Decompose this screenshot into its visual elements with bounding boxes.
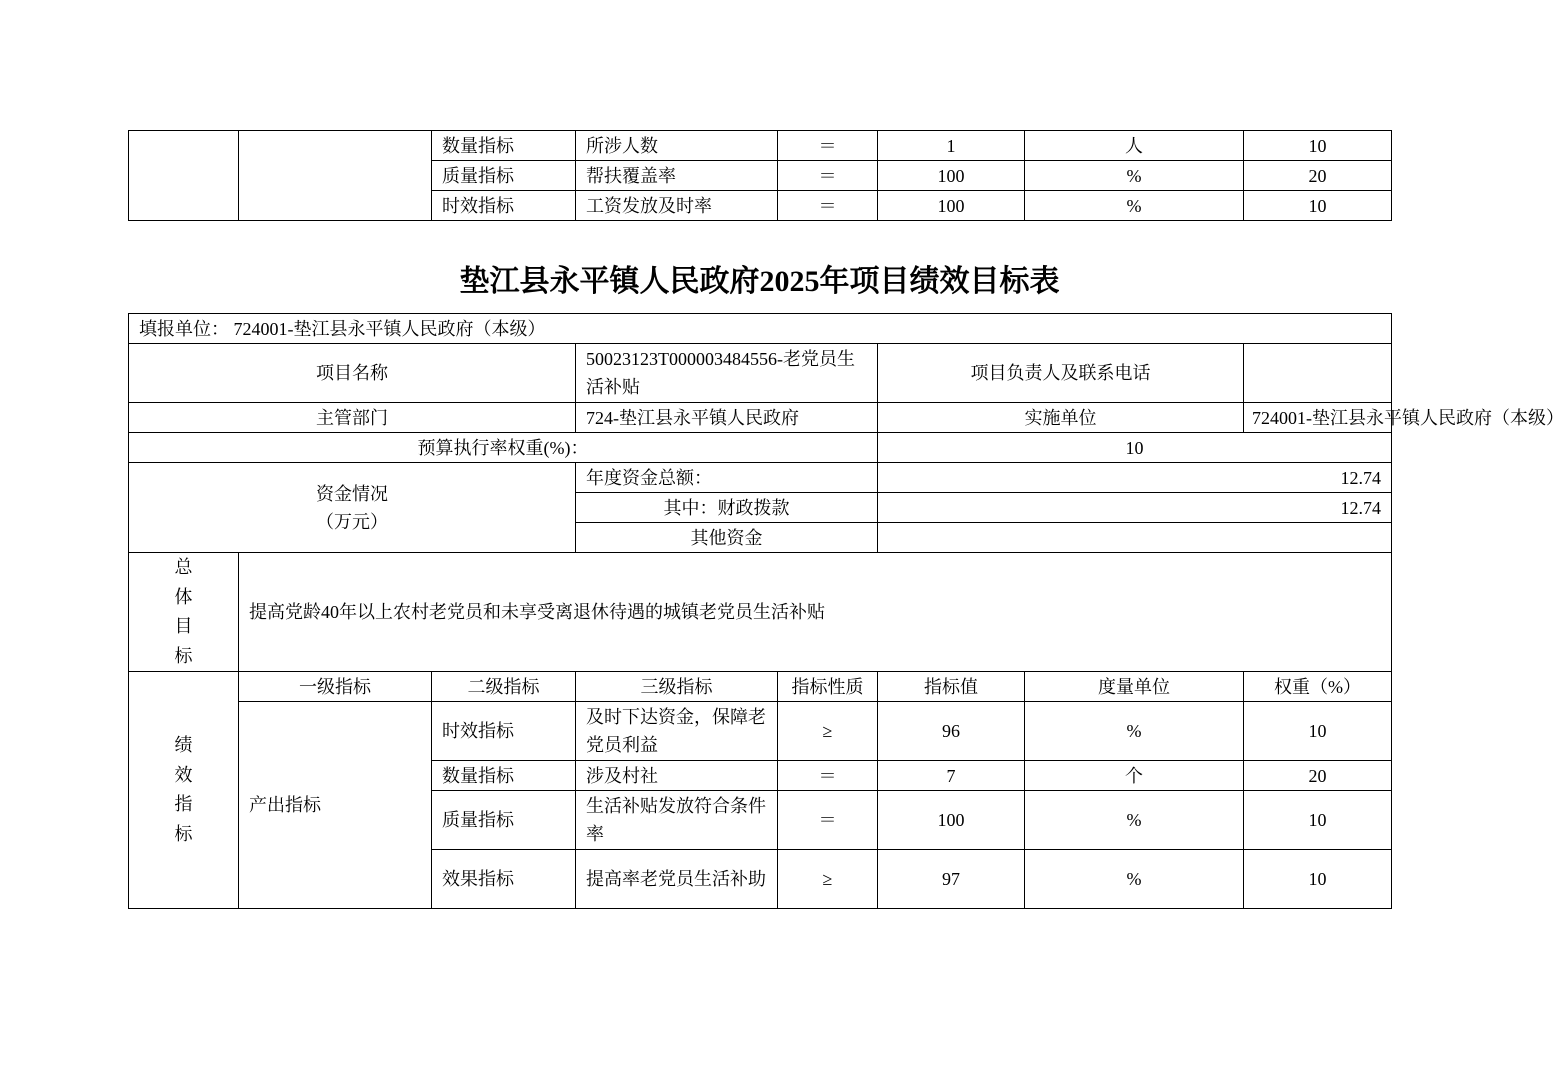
funds-total-value: 12.74 — [878, 463, 1392, 493]
weight-cell: 10 — [1244, 702, 1392, 761]
value-cell: 100 — [878, 191, 1025, 221]
goal-text: 提高党龄40年以上农村老党员和未享受离退休待遇的城镇老党员生活补贴 — [239, 553, 1392, 672]
column-header: 一级指标 — [239, 672, 432, 702]
value-cell: 97 — [878, 850, 1025, 909]
value-cell: 96 — [878, 702, 1025, 761]
funds-label-line2: （万元） — [316, 511, 388, 532]
table-row — [129, 403, 1392, 433]
indicator-label — [129, 672, 239, 909]
performance-target-table — [128, 313, 1564, 909]
column-header: 三级指标 — [576, 672, 778, 702]
nature-cell: ≥ — [778, 702, 878, 761]
nature-cell: ≥ — [778, 850, 878, 909]
column-header: 指标性质 — [778, 672, 878, 702]
indicator-label-char: 绩 — [174, 735, 193, 755]
nature-cell: ＝ — [778, 761, 878, 791]
funds-other-value — [878, 523, 1392, 553]
unit-cell: % — [1025, 161, 1244, 191]
level2-cell: 质量指标 — [432, 791, 576, 850]
table-row — [129, 433, 1392, 463]
impl-label: 实施单位 — [878, 403, 1244, 433]
weight-cell: 10 — [1244, 191, 1392, 221]
goal-label-char: 总 — [174, 557, 193, 577]
unit-cell: 人 — [1025, 131, 1244, 161]
weight-cell: 10 — [1244, 850, 1392, 909]
level3-cell: 工资发放及时率 — [576, 191, 778, 221]
level2-cell: 时效指标 — [432, 191, 576, 221]
goal-label-char: 目 — [174, 616, 193, 636]
nature-cell: ＝ — [778, 161, 878, 191]
table-row — [129, 553, 1392, 672]
weight-cell: 20 — [1244, 761, 1392, 791]
column-header: 度量单位 — [1025, 672, 1244, 702]
funds-other-label: 其他资金 — [576, 523, 878, 553]
page-title: 垫江县永平镇人民政府2025年项目绩效目标表 — [459, 265, 1060, 298]
indicator-label-char: 标 — [174, 823, 193, 844]
column-header: 指标值 — [878, 672, 1025, 702]
unit-cell: % — [1025, 191, 1244, 221]
weight-cell: 20 — [1244, 161, 1392, 191]
table-row — [129, 702, 1392, 761]
goal-label-char: 标 — [174, 645, 193, 666]
value-cell: 1 — [878, 131, 1025, 161]
impl-value: 724001-垫江县永平镇人民政府（本级） — [1244, 403, 1392, 433]
project-name-label: 项目名称 — [129, 344, 576, 403]
unit-cell: % — [1025, 791, 1244, 850]
level3-cell: 涉及村社 — [576, 761, 778, 791]
table-row — [129, 344, 1392, 403]
nature-cell: ＝ — [778, 791, 878, 850]
dept-label: 主管部门 — [129, 403, 576, 433]
level2-cell: 效果指标 — [432, 850, 576, 909]
owner-value — [1244, 344, 1392, 403]
value-cell: 7 — [878, 761, 1025, 791]
level3-cell: 帮扶覆盖率 — [576, 161, 778, 191]
funds-fiscal-label: 其中：财政拨款 — [576, 493, 878, 523]
continued-indicator-table — [128, 130, 1392, 221]
column-header: 权重（%） — [1244, 672, 1392, 702]
level3-cell: 及时下达资金，保障老党员利益 — [576, 702, 778, 761]
nature-cell: ＝ — [778, 191, 878, 221]
nature-cell: ＝ — [778, 131, 878, 161]
level3-cell: 提高率老党员生活补助 — [576, 850, 778, 909]
level2-cell: 时效指标 — [432, 702, 576, 761]
funds-label — [129, 463, 576, 553]
column-header: 二级指标 — [432, 672, 576, 702]
table-row — [129, 463, 1392, 493]
owner-label: 项目负责人及联系电话 — [878, 344, 1244, 403]
fill-unit-cell: 填报单位： 724001-垫江县永平镇人民政府（本级） — [129, 314, 1392, 344]
project-name-value: 50023123T000003484556-老党员生活补贴 — [576, 344, 878, 403]
funds-fiscal-value: 12.74 — [878, 493, 1392, 523]
unit-cell: % — [1025, 850, 1244, 909]
level1-cell: 产出指标 — [239, 702, 432, 909]
unit-cell: % — [1025, 702, 1244, 761]
budget-rate-value: 10 — [878, 433, 1392, 463]
funds-label-line1: 资金情况 — [316, 483, 388, 504]
goal-label — [129, 553, 239, 672]
level3-cell: 所涉人数 — [576, 131, 778, 161]
funds-total-label: 年度资金总额： — [576, 463, 878, 493]
empty-cell — [239, 131, 432, 221]
level3-cell: 生活补贴发放符合条件率 — [576, 791, 778, 850]
table-row — [129, 672, 1392, 702]
level2-cell: 数量指标 — [432, 761, 576, 791]
weight-cell: 10 — [1244, 131, 1392, 161]
unit-cell: 个 — [1025, 761, 1244, 791]
dept-value: 724-垫江县永平镇人民政府 — [576, 403, 878, 433]
table-row — [129, 314, 1392, 344]
empty-cell — [129, 131, 239, 221]
goal-label-char: 体 — [174, 586, 193, 607]
level2-cell: 质量指标 — [432, 161, 576, 191]
budget-rate-label: 预算执行率权重(%)： — [129, 433, 878, 463]
table-row — [129, 131, 1392, 161]
indicator-label-char: 指 — [174, 794, 193, 814]
value-cell: 100 — [878, 161, 1025, 191]
indicator-label-char: 效 — [174, 764, 193, 785]
weight-cell: 10 — [1244, 791, 1392, 850]
level2-cell: 数量指标 — [432, 131, 576, 161]
value-cell: 100 — [878, 791, 1025, 850]
